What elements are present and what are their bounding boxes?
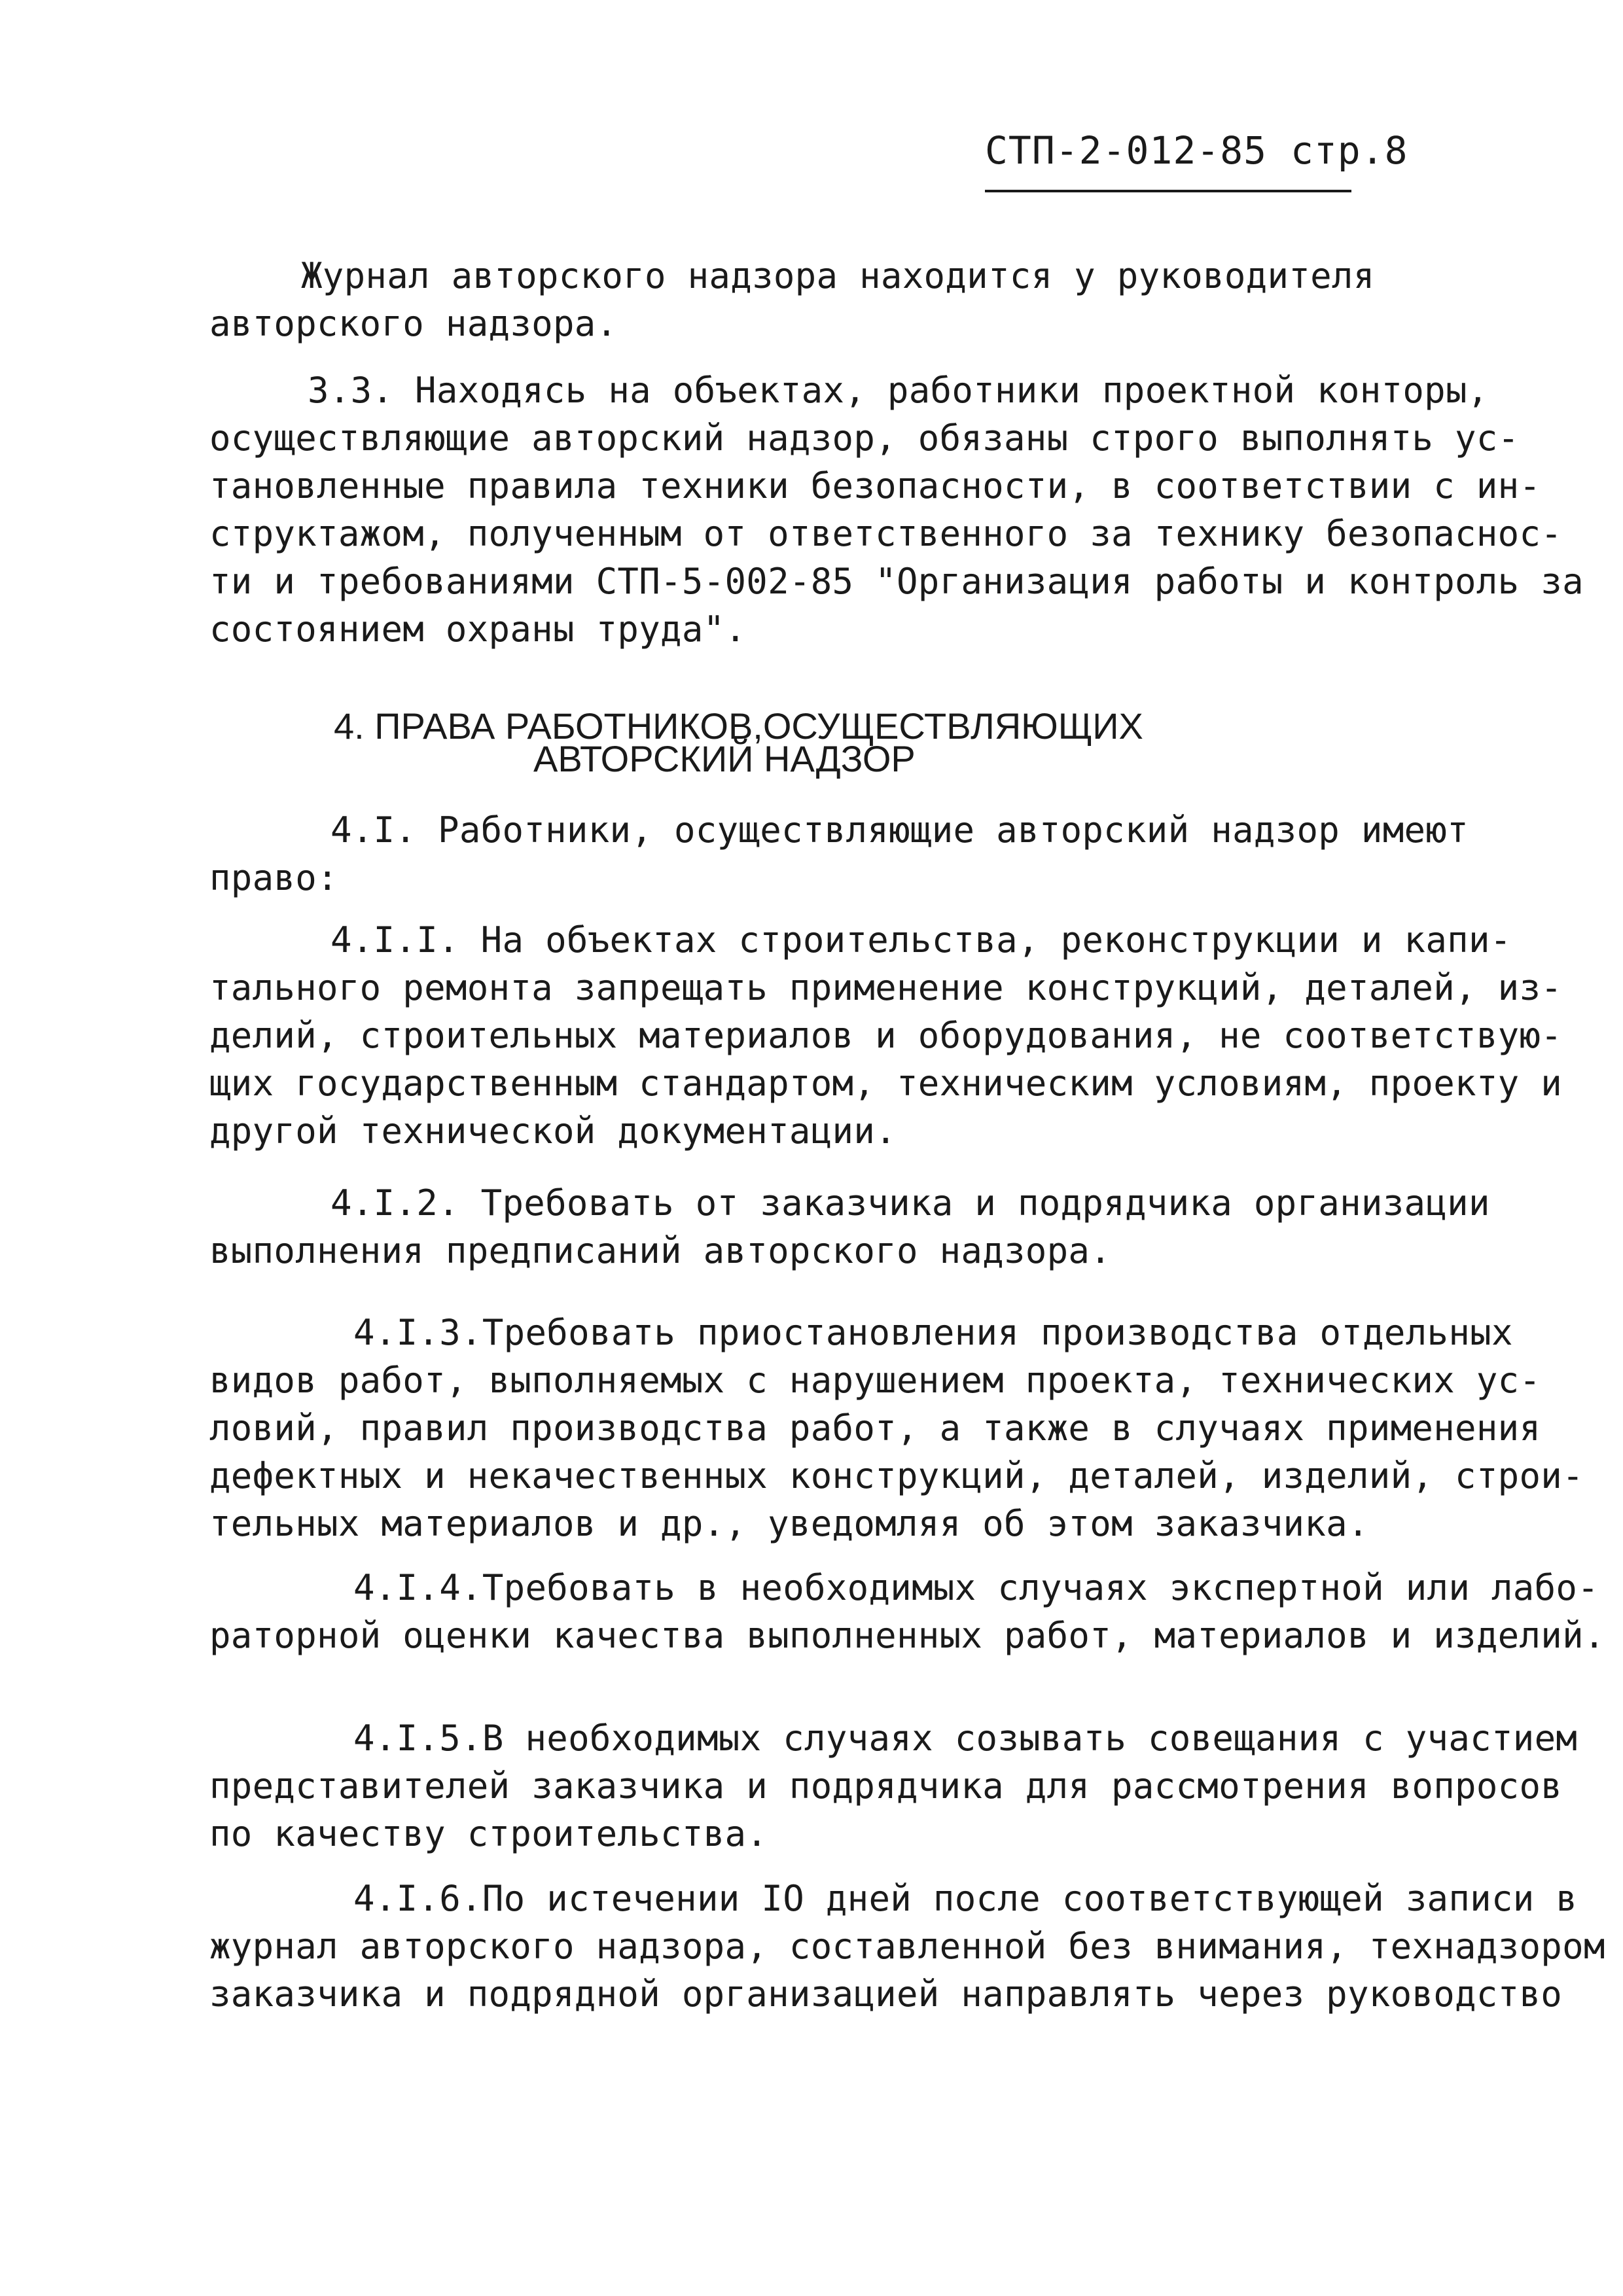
header-underline [985, 190, 1351, 192]
text-line: представителей заказчика и подрядчика для рассмотрения вопросов [209, 1765, 1563, 1807]
text-line: состоянием охраны труда". [209, 609, 747, 650]
paragraph-journal [209, 252, 1505, 347]
document-code: СТП-2-012-85 стр.8 [985, 128, 1408, 173]
section-heading: 4. ПРАВА РАБОТНИКОВ,ОСУЩЕСТВЛЯЮЩИХ [334, 705, 1143, 747]
paragraph-4-1-2 [209, 1179, 1505, 1275]
text-line: право: [209, 857, 338, 898]
text-line: осуществляющие авторский надзор, обязаны строго выполнять ус- [209, 417, 1520, 459]
text-line: Журнал авторского надзора находится у руководителя [301, 255, 1375, 296]
text-line: ти и требованиями СТП-5-002-85 "Организация работы и контроль за [209, 561, 1584, 602]
text-line: 4.I.5.В необходимых случаях созывать совещания с участием [353, 1718, 1578, 1759]
paragraph-4-1-6 [209, 1875, 1605, 2018]
text-line: делий, строительных материалов и оборудования, не соответствую- [209, 1015, 1563, 1056]
text-line: тельных материалов и др., уведомляя об этом заказчика. [209, 1503, 1369, 1544]
paragraph-4-1 [209, 806, 1505, 902]
text-line: авторского надзора. [209, 303, 618, 344]
paragraph-4-1-5 [209, 1714, 1578, 1858]
text-line: дефектных и некачественных конструкций, деталей, изделий, строи- [209, 1455, 1584, 1496]
text-line: тановленные правила техники безопасности, в соответствии с ин- [209, 465, 1541, 506]
text-line: раторной оценки качества выполненных работ, материалов и изделий. [209, 1615, 1605, 1656]
text-line: 4.I.I. На объектах строительства, реконструкции и капи- [330, 919, 1512, 961]
text-line: 4.I. Работники, осуществляющие авторский надзор имеют [330, 809, 1469, 851]
section-heading-line-2: АВТОРСКИЙ НАДЗОР [533, 738, 916, 779]
paragraph-4-1-4 [209, 1564, 1605, 1659]
text-line: тального ремонта запрещать применение конструкций, деталей, из- [209, 967, 1563, 1008]
text-line: структажом, полученным от ответственного за технику безопаснос- [209, 513, 1563, 554]
text-line: по качеству строительства. [209, 1813, 768, 1854]
text-line: заказчика и подрядной организацией направлять через руководство [209, 1973, 1563, 2015]
paragraph-4-1-1 [209, 916, 1563, 1155]
text-line: щих государственным стандартом, техническим условиям, проекту и [209, 1063, 1563, 1104]
text-line: 4.I.6.По истечении IO дней после соответствующей записи в [353, 1878, 1578, 1919]
text-line: 4.I.3.Требовать приостановления производства отдельных [353, 1312, 1513, 1353]
text-line: ловий, правил производства работ, а также в случаях применения [209, 1407, 1541, 1449]
text-line: 4.I.4.Требовать в необходимых случаях экспертной или лабо- [353, 1567, 1599, 1608]
text-line: видов работ, выполняемых с нарушением проекта, технических ус- [209, 1360, 1541, 1401]
text-line: 4.I.2. Требовать от заказчика и подрядчика организации [330, 1182, 1490, 1224]
text-line: выполнения предписаний авторского надзора. [209, 1230, 1112, 1271]
text-line: 3.3. Находясь на объектах, работники проектной конторы, [308, 370, 1489, 411]
text-line: другой технической документации. [209, 1110, 897, 1152]
paragraph-4-1-3 [209, 1309, 1584, 1547]
paragraph-3-3 [209, 366, 1584, 653]
text-line: журнал авторского надзора, составленной без внимания, технадзором [209, 1926, 1605, 1967]
